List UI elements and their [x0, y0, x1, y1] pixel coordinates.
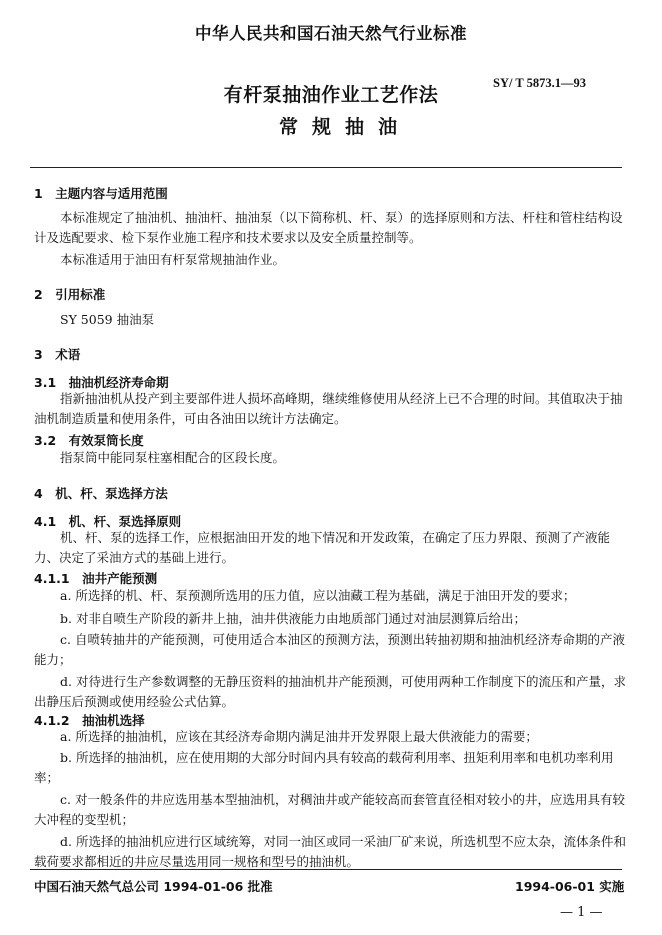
approval-line: 中国石油天然气总公司 1994-01-06 批准 — [34, 879, 273, 894]
list-item-4-1-2-a: a. 所选择的抽油机，应该在其经济寿命期内满足油井开发界限上最大供液能力的需要； — [60, 729, 538, 744]
document-subtitle: 常规抽油 — [278, 116, 411, 138]
section-4-1-2-heading: 4.1.2 抽油机选择 — [34, 713, 145, 728]
section-3-1-paragraph: 指新抽油机从投产到主要部件进人损坏高峰期，继续维修使用从经济上已不合理的时间。其值取决于抽油机制造质量和使用条件，可由各油田以统计方法确定。 — [34, 391, 623, 426]
section-3-2-paragraph: 指泵筒中能同泵柱塞相配合的区段长度。 — [60, 450, 286, 465]
footer-divider — [30, 869, 622, 870]
header-divider — [30, 167, 622, 168]
list-item-4-1-1-b: b. 对非自喷生产阶段的新井上抽，油井供液能力由地质部门通过对油层测算后给出； — [60, 611, 526, 626]
list-item-4-1-1-a: a. 所选择的机、杆、泵预测所选用的压力值，应以油藏工程为基础，满足于油田开发的要求； — [60, 588, 576, 603]
page-number: — 1 — — [560, 905, 603, 920]
list-item-4-1-2-d: d. 所选择的抽油机应进行区域统筹，对同一油区或同一采油厂矿来说，所选机型不应太杂，流体条件和载荷要求都相近的井应尽量选用同一规格和型号的抽油机。 — [34, 834, 626, 869]
list-item-4-1-2-b: b. 所选择的抽油机，应在使用期的大部分时间内具有较高的载荷利用率、扭矩利用率和电机功率利用率； — [34, 750, 614, 785]
section-4-heading: 4 机、杆、泵选择方法 — [34, 486, 168, 501]
section-4-1-1-heading: 4.1.1 油井产能预测 — [34, 571, 158, 586]
document-title: 有杆泵抽油作业工艺作法 — [223, 84, 439, 106]
section-1-paragraph-1: 本标准规定了抽油机、抽油杆、抽油泵（以下简称机、杆、泵）的选择原则和方法、杆柱和管柱结构设计及选配要求、检下泵作业施工程序和技术要求以及安全质量控制等。 — [34, 210, 623, 245]
list-item-4-1-1-d: d. 对待进行生产参数调整的无静压资料的抽油机井产能预测，可使用两种工作制度下的流压和产量，求出静压后预测或使用经验公式估算。 — [34, 674, 626, 709]
section-4-1-heading: 4.1 机、杆、泵选择原则 — [34, 514, 182, 529]
list-item-4-1-2-c: c. 对一般条件的井应选用基本型抽油机，对稠油井或产能较高而套管直径相对较小的井，应选用具有较大冲程的变型机； — [34, 792, 625, 827]
section-3-heading: 3 术语 — [34, 347, 81, 362]
section-4-1-paragraph: 机、杆、泵的选择工作，应根据油田开发的地下情况和开发政策，在确定了压力界限、预测了产液能力、决定了采油方式的基础上进行。 — [34, 530, 611, 565]
section-1-heading: 1 主题内容与适用范围 — [34, 186, 168, 201]
standard-number: SY/ T 5873.1—93 — [493, 76, 586, 90]
section-3-1-heading: 3.1 抽油机经济寿命期 — [34, 375, 169, 390]
list-item-4-1-1-c: c. 自喷转抽井的产能预测，可使用适合本油区的预测方法，预测出转抽初期和抽油机经济寿命期的产液能力； — [34, 632, 625, 667]
referenced-standard: SY 5059 抽油泵 — [60, 312, 155, 327]
section-1-paragraph-2: 本标准适用于油田有杆泵常规抽油作业。 — [60, 252, 286, 267]
effective-date: 1994-06-01 实施 — [515, 879, 625, 894]
section-2-heading: 2 引用标准 — [34, 287, 106, 302]
issuing-body-header: 中华人民共和国石油天然气行业标准 — [195, 24, 467, 43]
section-3-2-heading: 3.2 有效泵筒长度 — [34, 433, 144, 448]
